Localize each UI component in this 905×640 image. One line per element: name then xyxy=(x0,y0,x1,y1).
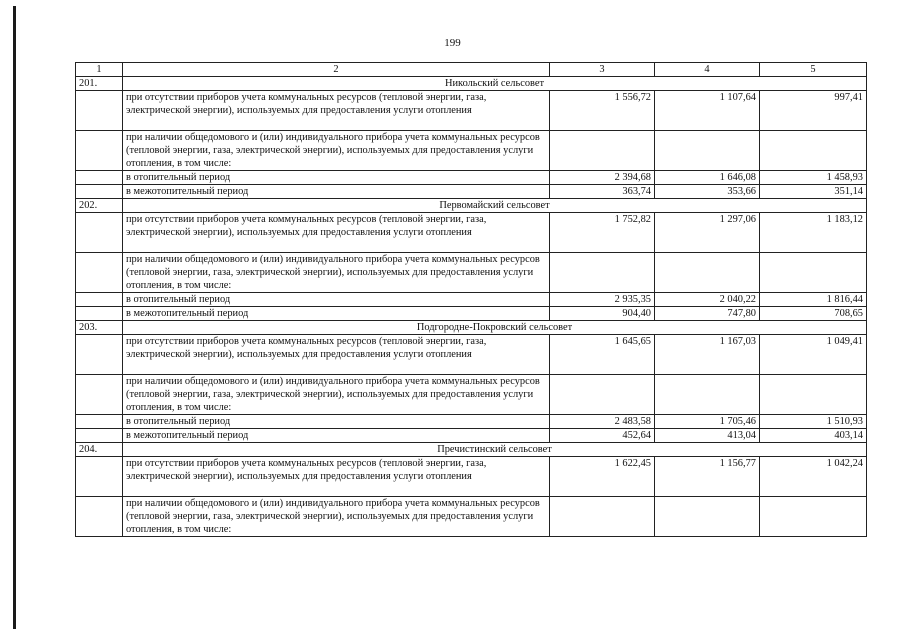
value-cell-c5: 1 458,93 xyxy=(760,171,867,185)
row-description: в отопительный период xyxy=(123,415,550,429)
row-index-cell xyxy=(76,185,123,199)
row-description: при отсутствии приборов учета коммунальных ресурсов (тепловой энергии, газа, электрической энергии), используемых для предоставления услуги отопления xyxy=(123,91,550,131)
column-header: 2 xyxy=(123,63,550,77)
value-cell-c3: 1 622,45 xyxy=(550,457,655,497)
value-cell-c4: 1 297,06 xyxy=(655,213,760,253)
value-cell-c4: 1 167,03 xyxy=(655,335,760,375)
table-row xyxy=(76,91,867,131)
table-row xyxy=(76,185,867,199)
value-cell-c5: 1 042,24 xyxy=(760,457,867,497)
value-cell-c5: 403,14 xyxy=(760,429,867,443)
value-cell-c5 xyxy=(760,497,867,537)
value-cell-c5 xyxy=(760,253,867,293)
table-body xyxy=(76,63,867,537)
value-cell-c4: 2 040,22 xyxy=(655,293,760,307)
value-cell-c3: 2 483,58 xyxy=(550,415,655,429)
row-index-cell xyxy=(76,497,123,537)
table-row xyxy=(76,415,867,429)
value-cell-c4 xyxy=(655,497,760,537)
table-row xyxy=(76,457,867,497)
column-header: 4 xyxy=(655,63,760,77)
table-row xyxy=(76,497,867,537)
value-cell-c5: 1 183,12 xyxy=(760,213,867,253)
row-description: в отопительный период xyxy=(123,171,550,185)
row-index-cell xyxy=(76,171,123,185)
row-description: при отсутствии приборов учета коммунальных ресурсов (тепловой энергии, газа, электрической энергии), используемых для предоставления услуги отопления xyxy=(123,335,550,375)
scan-edge-line xyxy=(13,6,16,629)
section-name: Никольский сельсовет xyxy=(123,77,867,91)
row-index-cell xyxy=(76,415,123,429)
value-cell-c3: 1 752,82 xyxy=(550,213,655,253)
value-cell-c5: 351,14 xyxy=(760,185,867,199)
value-cell-c4: 1 107,64 xyxy=(655,91,760,131)
value-cell-c3: 363,74 xyxy=(550,185,655,199)
value-cell-c3 xyxy=(550,131,655,171)
table-row xyxy=(76,293,867,307)
value-cell-c3 xyxy=(550,253,655,293)
row-description: при наличии общедомового и (или) индивидуального прибора учета коммунальных ресурсов (тепловой энергии, газа, электрической энергии), используемых для предоставления услуги отопления, в том числе: xyxy=(123,375,550,415)
value-cell-c5: 708,65 xyxy=(760,307,867,321)
section-index: 202. xyxy=(76,199,123,213)
value-cell-c4: 747,80 xyxy=(655,307,760,321)
value-cell-c5: 1 049,41 xyxy=(760,335,867,375)
value-cell-c3: 452,64 xyxy=(550,429,655,443)
value-cell-c3 xyxy=(550,497,655,537)
tariff-table xyxy=(75,62,867,537)
table-row xyxy=(76,429,867,443)
row-description: при отсутствии приборов учета коммунальных ресурсов (тепловой энергии, газа, электрической энергии), используемых для предоставления услуги отопления xyxy=(123,457,550,497)
row-index-cell xyxy=(76,213,123,253)
row-index-cell xyxy=(76,91,123,131)
section-row xyxy=(76,321,867,335)
row-index-cell xyxy=(76,131,123,171)
value-cell-c4 xyxy=(655,253,760,293)
value-cell-c4 xyxy=(655,131,760,171)
row-index-cell xyxy=(76,457,123,497)
value-cell-c3: 1 556,72 xyxy=(550,91,655,131)
row-description: в межотопительный период xyxy=(123,429,550,443)
row-description: в межотопительный период xyxy=(123,185,550,199)
row-description: при наличии общедомового и (или) индивидуального прибора учета коммунальных ресурсов (тепловой энергии, газа, электрической энергии), используемых для предоставления услуги отопления, в том числе: xyxy=(123,253,550,293)
table-row xyxy=(76,131,867,171)
table-row xyxy=(76,375,867,415)
row-description: в межотопительный период xyxy=(123,307,550,321)
table-row xyxy=(76,213,867,253)
section-index: 204. xyxy=(76,443,123,457)
column-header-row xyxy=(76,63,867,77)
value-cell-c3: 1 645,65 xyxy=(550,335,655,375)
section-index: 201. xyxy=(76,77,123,91)
row-index-cell xyxy=(76,307,123,321)
value-cell-c4: 353,66 xyxy=(655,185,760,199)
section-index: 203. xyxy=(76,321,123,335)
table-row xyxy=(76,335,867,375)
value-cell-c4: 1 705,46 xyxy=(655,415,760,429)
column-header: 3 xyxy=(550,63,655,77)
value-cell-c3: 904,40 xyxy=(550,307,655,321)
row-index-cell xyxy=(76,429,123,443)
row-index-cell xyxy=(76,293,123,307)
section-row xyxy=(76,199,867,213)
value-cell-c4: 1 646,08 xyxy=(655,171,760,185)
value-cell-c5: 1 510,93 xyxy=(760,415,867,429)
section-row xyxy=(76,77,867,91)
row-description: при наличии общедомового и (или) индивидуального прибора учета коммунальных ресурсов (тепловой энергии, газа, электрической энергии), используемых для предоставления услуги отопления, в том числе: xyxy=(123,497,550,537)
row-description: при отсутствии приборов учета коммунальных ресурсов (тепловой энергии, газа, электрической энергии), используемых для предоставления услуги отопления xyxy=(123,213,550,253)
value-cell-c3: 2 935,35 xyxy=(550,293,655,307)
row-description: в отопительный период xyxy=(123,293,550,307)
table-row xyxy=(76,253,867,293)
value-cell-c5: 997,41 xyxy=(760,91,867,131)
row-index-cell xyxy=(76,375,123,415)
row-index-cell xyxy=(76,335,123,375)
section-row xyxy=(76,443,867,457)
value-cell-c5: 1 816,44 xyxy=(760,293,867,307)
value-cell-c5 xyxy=(760,375,867,415)
section-name: Пречистинский сельсовет xyxy=(123,443,867,457)
value-cell-c4 xyxy=(655,375,760,415)
table-row xyxy=(76,171,867,185)
section-name: Подгородне-Покровский сельсовет xyxy=(123,321,867,335)
value-cell-c4: 1 156,77 xyxy=(655,457,760,497)
value-cell-c5 xyxy=(760,131,867,171)
table-row xyxy=(76,307,867,321)
column-header: 5 xyxy=(760,63,867,77)
value-cell-c3 xyxy=(550,375,655,415)
value-cell-c4: 413,04 xyxy=(655,429,760,443)
column-header: 1 xyxy=(76,63,123,77)
section-name: Первомайский сельсовет xyxy=(123,199,867,213)
value-cell-c3: 2 394,68 xyxy=(550,171,655,185)
page-number: 199 xyxy=(444,37,461,49)
row-index-cell xyxy=(76,253,123,293)
row-description: при наличии общедомового и (или) индивидуального прибора учета коммунальных ресурсов (тепловой энергии, газа, электрической энергии), используемых для предоставления услуги отопления, в том числе: xyxy=(123,131,550,171)
